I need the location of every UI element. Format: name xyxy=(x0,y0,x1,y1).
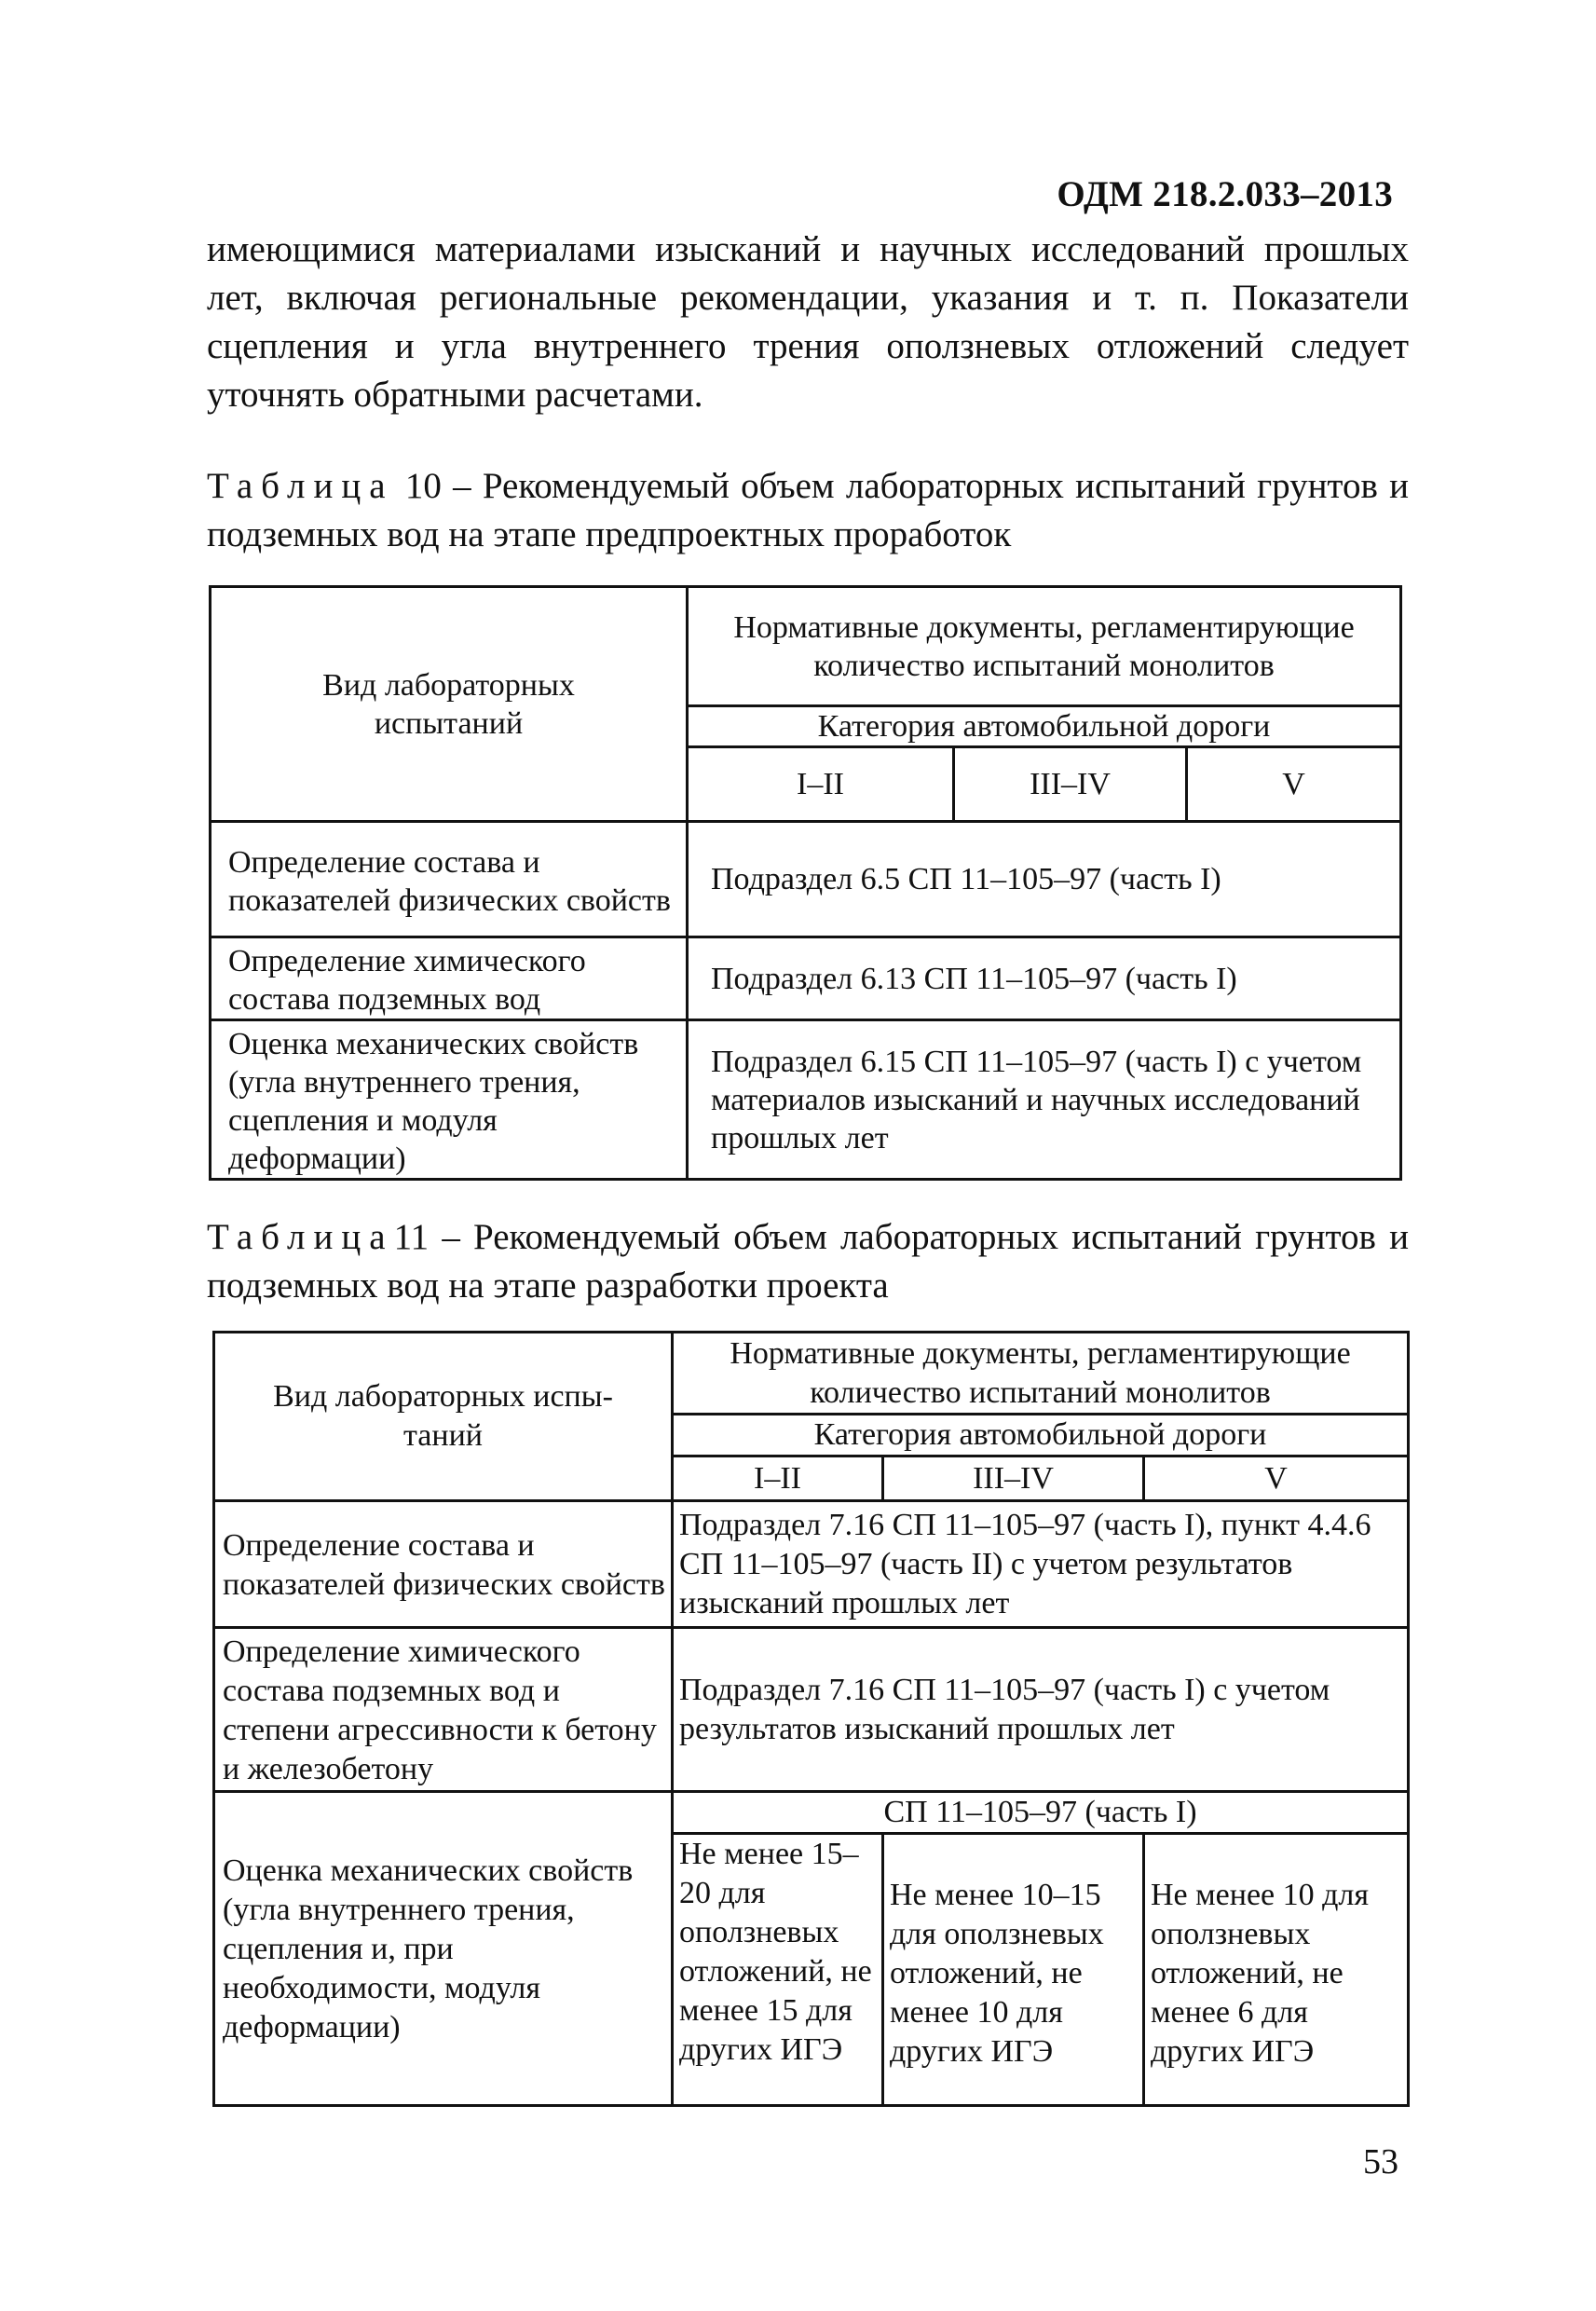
table10-row2-type: Определение химического состава подземных вод xyxy=(211,937,688,1020)
table11-row2-value: Подраздел 7.16 СП 11–105–97 (часть I) с учетом результатов изысканий прошлых лет xyxy=(673,1628,1409,1792)
table11-category-3: V xyxy=(1144,1456,1409,1501)
table11-category-2: III–IV xyxy=(883,1456,1144,1501)
table10-caption-number: 10 xyxy=(404,466,442,506)
table10-row3-value: Подраздел 6.15 СП 11–105–97 (часть I) с учетом материалов изысканий и научных исследований прошлых лет xyxy=(688,1020,1401,1180)
table11-row2-type: Определение химического состава подземных вод и степени агрессивности к бетону и железобетону xyxy=(214,1628,673,1792)
table10-row2-value: Подраздел 6.13 СП 11–105–97 (часть I) xyxy=(688,937,1401,1020)
page-number: 53 xyxy=(1363,2142,1398,2181)
table10-header-type: Вид лабораторных испытаний xyxy=(211,587,688,822)
table10-caption xyxy=(207,462,1409,559)
table11-row3-value-cat1: Не менее 15–20 для оползневых отложений, не менее 15 для других ИГЭ xyxy=(673,1834,883,2106)
table11-caption xyxy=(207,1213,1409,1310)
table11-row1-type: Определение состава и показателей физических свойств xyxy=(214,1501,673,1628)
table11-row3-subheader: СП 11–105–97 (часть I) xyxy=(673,1792,1409,1834)
document-code: ОДМ 218.2.033–2013 xyxy=(1057,174,1393,214)
table10-row1-value: Подраздел 6.5 СП 11–105–97 (часть I) xyxy=(688,822,1401,937)
table11-caption-number: 11 xyxy=(393,1217,430,1257)
table-row xyxy=(214,1792,1409,1834)
table-row xyxy=(214,1628,1409,1792)
table11-row1-value: Подраздел 7.16 СП 11–105–97 (часть I), пункт 4.4.6 СП 11–105–97 (часть II) с учетом результатов изысканий прошлых лет xyxy=(673,1501,1409,1628)
table-row xyxy=(211,937,1401,1020)
table10-header-category: Категория автомобильной дороги xyxy=(688,706,1401,747)
table10-caption-word: Таблица xyxy=(207,466,394,506)
table10-header-docs: Нормативные документы, регламентирующие количество испытаний монолитов xyxy=(688,587,1401,706)
table11-caption-text: – Рекомендуемый объем лабораторных испытаний грунтов и подземных вод на этапе разработки проекта xyxy=(207,1217,1409,1306)
table11-row3-value-cat3: Не менее 10 для оползневых отложений, не менее 6 для других ИГЭ xyxy=(1144,1834,1409,2106)
table-10 xyxy=(209,585,1402,1181)
table-row xyxy=(211,822,1401,937)
table10-category-2: III–IV xyxy=(954,747,1187,822)
table11-header-type: Вид лабораторных испытаний xyxy=(214,1333,673,1501)
table-row xyxy=(214,1501,1409,1628)
table10-row3-type: Оценка механических свойств (угла внутреннего трения, сцепления и модуля деформации) xyxy=(211,1020,688,1180)
table10-caption-text: – Рекомендуемый объем лабораторных испытаний грунтов и подземных вод на этапе предпроектных проработок xyxy=(207,466,1410,554)
table11-row3-type: Оценка механических свойств (угла внутреннего трения, сцепления и, при необходимости, модуля деформации) xyxy=(214,1792,673,2106)
intro-paragraph: имеющимися материалами изысканий и научных исследований прошлых лет, включая региональные рекомендации, указания и т. п. Показатели сцепления и угла внутреннего трения оползневых отложений следует уточнять обратными расчетами. xyxy=(207,229,1409,415)
table10-category-3: V xyxy=(1187,747,1401,822)
table10-category-1: I–II xyxy=(688,747,954,822)
table10-row1-type: Определение состава и показателей физических свойств xyxy=(211,822,688,937)
table11-caption-word: Таблица xyxy=(207,1217,394,1257)
table11-row3-value-cat2: Не менее 10–15 для оползневых отложений, не менее 10 для других ИГЭ xyxy=(883,1834,1144,2106)
table11-header-docs: Нормативные документы, регламентирующие количество испытаний монолитов xyxy=(673,1333,1409,1415)
table-11 xyxy=(212,1331,1410,2107)
table11-category-1: I–II xyxy=(673,1456,883,1501)
table11-header-category: Категория автомобильной дороги xyxy=(673,1415,1409,1456)
table-row xyxy=(211,1020,1401,1180)
